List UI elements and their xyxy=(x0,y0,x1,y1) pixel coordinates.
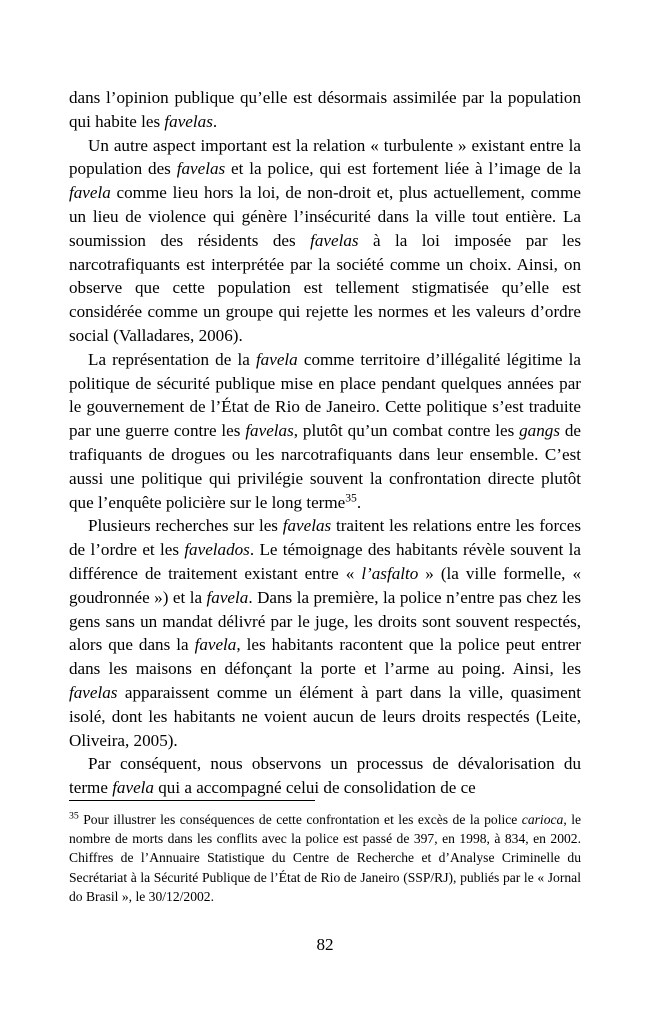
emphasis-term: favela xyxy=(206,587,249,607)
footnote-area xyxy=(69,800,581,906)
emphasis-term: favelas xyxy=(176,159,226,179)
emphasis-term: favelas xyxy=(164,111,213,131)
text-run: , le nombre de morts dans les conflits avec la police est passé de 397, en 1998, à 834, en 2002. Chiffres de l’Annuaire Statistique du Centre de Recherche et d’Analyse Criminelle du Secrétariat à la Sécurité Publique de l’État de Rio de Janeiro (SSP/RJ), publiés par le « Jornal do Brasil », le 30/12/2002. xyxy=(69,812,582,904)
emphasis-term: favelas xyxy=(310,230,359,250)
text-run: traitent les relations entre les forces de l’ordre et les xyxy=(69,516,581,560)
emphasis-term: favelas xyxy=(245,421,294,441)
text-run: , les habitants racontent que la police peut entrer dans les maisons en défonçant la porte et l’arme au poing. Ainsi, les xyxy=(69,635,581,679)
emphasis-term: favelados xyxy=(184,540,250,560)
text-run: comme territoire d’illégalité légitime la politique de sécurité publique mise en place pendant quelques années par le gouvernement de l’État de Rio de Janeiro. Cette politique s’est traduite par une guerre contre les xyxy=(69,349,581,441)
text-run: . Dans la première, la police n’entre pas chez les gens sans un mandat délivré par le juge, les droits sont souvent respectés, alors que dans la xyxy=(69,587,581,655)
text-run: » (la ville formelle, « goudronnée ») et la xyxy=(69,563,582,607)
footnote-separator-rule xyxy=(69,800,315,801)
emphasis-term: favelas xyxy=(282,516,332,536)
text-run: qui a accompagné celui de consolidation de ce xyxy=(153,778,476,798)
emphasis-term: carioca xyxy=(521,812,564,827)
text-run: Pour illustrer les conséquences de cette confrontation et les excès de la police xyxy=(78,812,522,827)
text-run: comme lieu hors la loi, de non-droit et, plus actuellement, comme un lieu de violence qui génère l’insécurité dans la ville tout entière. La soumission des résidents des xyxy=(69,183,581,250)
emphasis-term: favela xyxy=(69,183,111,203)
text-run: , plutôt qu’un combat contre les xyxy=(293,421,520,441)
page-number: 82 xyxy=(316,935,334,954)
text-run: Plusieurs recherches sur les xyxy=(88,516,283,536)
text-run: dans l’opinion publique qu’elle est désormais assimilée par la population qui habite les xyxy=(69,88,581,131)
body-paragraph xyxy=(69,348,581,515)
body-paragraph xyxy=(69,514,581,752)
emphasis-term: favela xyxy=(112,778,154,798)
text-run: La représentation de la xyxy=(88,349,256,369)
footnote-entry xyxy=(69,810,581,906)
text-run: apparaissent comme un élément à part dans la ville, quasiment isolé, dont les habitants ne voient aucun de leurs droits respectés (Leite, Oliveira, 2005). xyxy=(69,682,581,750)
emphasis-term: gangs xyxy=(519,421,560,441)
body-paragraph xyxy=(69,86,581,134)
footnote-number-marker[interactable]: 35 xyxy=(69,810,79,822)
text-run: . xyxy=(356,492,362,512)
emphasis-term: favela xyxy=(194,635,237,655)
text-run: Un autre aspect important est la relation « turbulente » existant entre la population des xyxy=(69,135,581,179)
emphasis-term: favela xyxy=(255,349,298,369)
body-paragraph xyxy=(69,752,581,800)
text-run: à la loi imposée par les narcotrafiquants est interprétée par la société comme un choix. Ainsi, on observe que cette population est tellement stigmatisée qu’elle est considérée comme un groupe qui rejette les normes et les valeurs d’ordre social (Valladares, 2006). xyxy=(69,230,581,345)
text-run: . Le témoignage des habitants révèle souvent la différence de traitement existant entre « xyxy=(69,540,581,583)
footnote-reference-marker[interactable]: 35 xyxy=(345,490,357,504)
page-body-text xyxy=(69,86,581,800)
emphasis-term: l’asfalto xyxy=(361,563,419,583)
text-run: de trafiquants de drogues ou les narcotrafiquants dans leur ensemble. C’est aussi une politique qui privilégie souvent la confrontation directe plutôt que l’enquête policière sur le long terme xyxy=(69,421,581,512)
text-run: . xyxy=(212,111,218,131)
text-run: Par conséquent, nous observons un processus de dévalorisation du terme xyxy=(69,754,581,798)
text-run: et la police, qui est fortement liée à l’image de la xyxy=(225,159,582,179)
emphasis-term: favelas xyxy=(69,682,118,702)
body-paragraph xyxy=(69,134,581,348)
